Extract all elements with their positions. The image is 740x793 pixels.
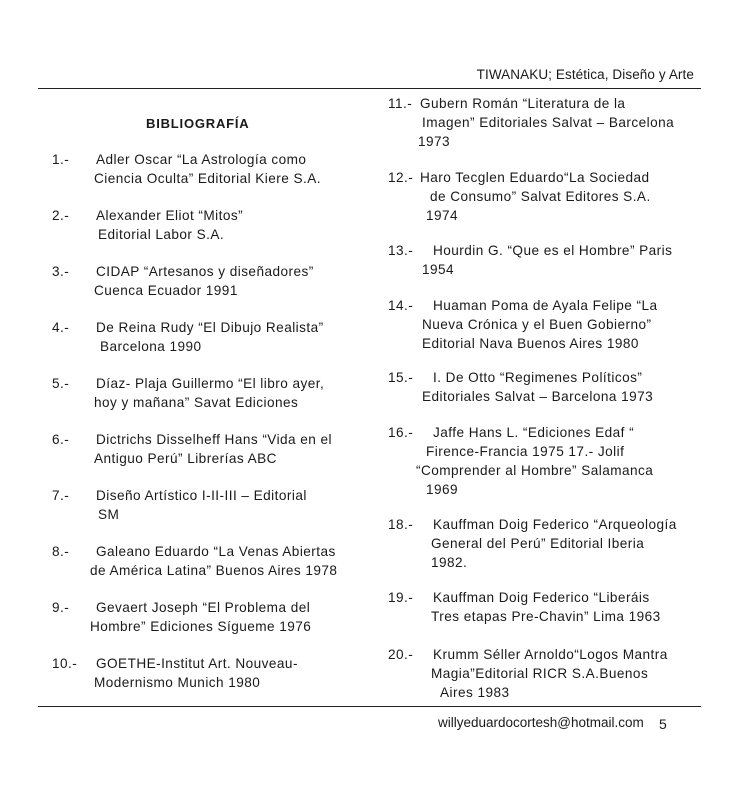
entry-number: 2.- <box>52 208 70 223</box>
entry-line: 1973 <box>418 134 451 149</box>
entry-line: Hombre” Ediciones Sígueme 1976 <box>90 619 312 634</box>
entry-line: Díaz- Plaja Guillermo “El libro ayer, <box>96 376 325 391</box>
entry-line: Editorial Labor S.A. <box>98 227 225 242</box>
entry-number: 12.- <box>388 170 414 185</box>
entry-line: hoy y mañana” Savat Ediciones <box>94 395 299 410</box>
entry-line: Nueva Crónica y el Buen Gobierno” <box>422 317 652 332</box>
entry-line: I. De Otto “Regimenes Políticos” <box>433 370 643 385</box>
entry-line: Imagen” Editoriales Salvat – Barcelona <box>422 115 675 130</box>
entry-line: Dictrichs Disselheff Hans “Vida en el <box>96 432 333 447</box>
entry-line: Krumm Séller Arnoldo“Logos Mantra <box>433 647 668 662</box>
entry-number: 19.- <box>388 590 414 605</box>
entry-line: “Comprender al Hombre” Salamanca <box>416 463 654 478</box>
header-rule <box>38 88 701 89</box>
entry-line: Antiguo Perú” Librerías ABC <box>94 451 277 466</box>
entry-line: Jaffe Hans L. “Ediciones Edaf “ <box>433 425 635 440</box>
entry-line: Gubern Román “Literatura de la <box>420 96 626 111</box>
entry-line: General del Perú” Editorial Iberia <box>431 536 645 551</box>
bib-entry-3 <box>52 262 314 300</box>
entry-line: Kauffman Doig Federico “Arqueología <box>433 517 677 532</box>
entry-number: 11.- <box>388 96 413 111</box>
entry-number: 3.- <box>52 264 70 279</box>
entry-line: 1974 <box>426 208 459 223</box>
entry-line: Haro Tecglen Eduardo“La Sociedad <box>420 170 650 185</box>
entry-line: Modernismo Munich 1980 <box>94 675 261 690</box>
bib-entry-7 <box>52 486 307 524</box>
entry-number: 8.- <box>52 544 70 559</box>
bib-entry-1 <box>52 150 321 188</box>
entry-line: Editorial Nava Buenos Aires 1980 <box>422 336 639 351</box>
bib-entry-13 <box>388 241 673 279</box>
entry-line: 1969 <box>426 482 459 497</box>
entry-number: 15.- <box>388 370 414 385</box>
entry-line: Ciencia Oculta” Editorial Kiere S.A. <box>94 171 321 186</box>
bib-entry-15 <box>388 368 653 406</box>
footer-email: willyeduardocortesh@hotmail.com <box>438 715 644 730</box>
bibliography-heading: BIBLIOGRAFÍA <box>146 116 250 131</box>
bib-entry-9 <box>52 598 311 636</box>
bib-entry-11 <box>388 94 674 151</box>
entry-number: 4.- <box>52 320 70 335</box>
bib-entry-14 <box>388 296 658 353</box>
bib-entry-2 <box>52 206 244 244</box>
entry-line: de Consumo” Salvat Editores S.A. <box>430 189 651 204</box>
entry-number: 1.- <box>52 152 70 167</box>
entry-line: GOETHE-Institut Art. Nouveau- <box>96 656 298 671</box>
bib-entry-19 <box>388 588 661 626</box>
entry-line: Magia”Editorial RICR S.A.Buenos <box>431 666 649 681</box>
entry-number: 18.- <box>388 517 414 532</box>
entry-line: De Reina Rudy “El Dibujo Realista” <box>96 320 324 335</box>
entry-line: Galeano Eduardo “La Venas Abiertas <box>96 544 336 559</box>
entry-line: CIDAP “Artesanos y diseñadores” <box>96 264 314 279</box>
bib-entry-20 <box>388 645 668 702</box>
entry-number: 20.- <box>388 647 414 662</box>
entry-line: 1982. <box>431 555 468 570</box>
bib-entry-6 <box>52 430 333 468</box>
footer-rule <box>38 706 701 707</box>
bib-entry-12 <box>388 168 651 225</box>
entry-line: Tres etapas Pre-Chavin” Lima 1963 <box>431 609 661 624</box>
bib-entry-10 <box>52 654 298 692</box>
entry-number: 5.- <box>52 376 70 391</box>
entry-number: 13.- <box>388 243 414 258</box>
entry-line: Adler Oscar “La Astrología como <box>96 152 307 167</box>
entry-line: Aires 1983 <box>440 685 510 700</box>
page-number: 5 <box>659 716 667 732</box>
entry-line: Gevaert Joseph “El Problema del <box>96 600 311 615</box>
entry-number: 9.- <box>52 600 70 615</box>
bib-entry-4 <box>52 318 324 356</box>
entry-number: 16.- <box>388 425 414 440</box>
entry-line: Hourdin G. “Que es el Hombre” Paris <box>433 243 673 258</box>
entry-line: Diseño Artístico I-II-III – Editorial <box>96 488 307 503</box>
bib-entry-8 <box>52 542 337 580</box>
entry-line: Firence-Francia 1975 17.- Jolif <box>426 444 625 459</box>
entry-line: Alexander Eliot “Mitos” <box>96 208 244 223</box>
entry-line: 1954 <box>422 262 455 277</box>
entry-line: Kauffman Doig Federico “Liberáis <box>433 590 650 605</box>
entry-number: 6.- <box>52 432 70 447</box>
entry-number: 10.- <box>52 656 78 671</box>
bib-entry-16 <box>388 423 653 499</box>
bib-entry-5 <box>52 374 325 412</box>
entry-line: Cuenca Ecuador 1991 <box>94 283 238 298</box>
entry-line: Editoriales Salvat – Barcelona 1973 <box>422 389 654 404</box>
entry-line: SM <box>98 507 120 522</box>
entry-number: 14.- <box>388 298 414 313</box>
entry-number: 7.- <box>52 488 70 503</box>
bib-entry-18 <box>388 515 677 572</box>
entry-line: de América Latina” Buenos Aires 1978 <box>90 563 338 578</box>
running-header: TIWANAKU; Estética, Diseño y Arte <box>476 67 694 82</box>
entry-line: Huaman Poma de Ayala Felipe “La <box>433 298 658 313</box>
entry-line: Barcelona 1990 <box>100 339 202 354</box>
